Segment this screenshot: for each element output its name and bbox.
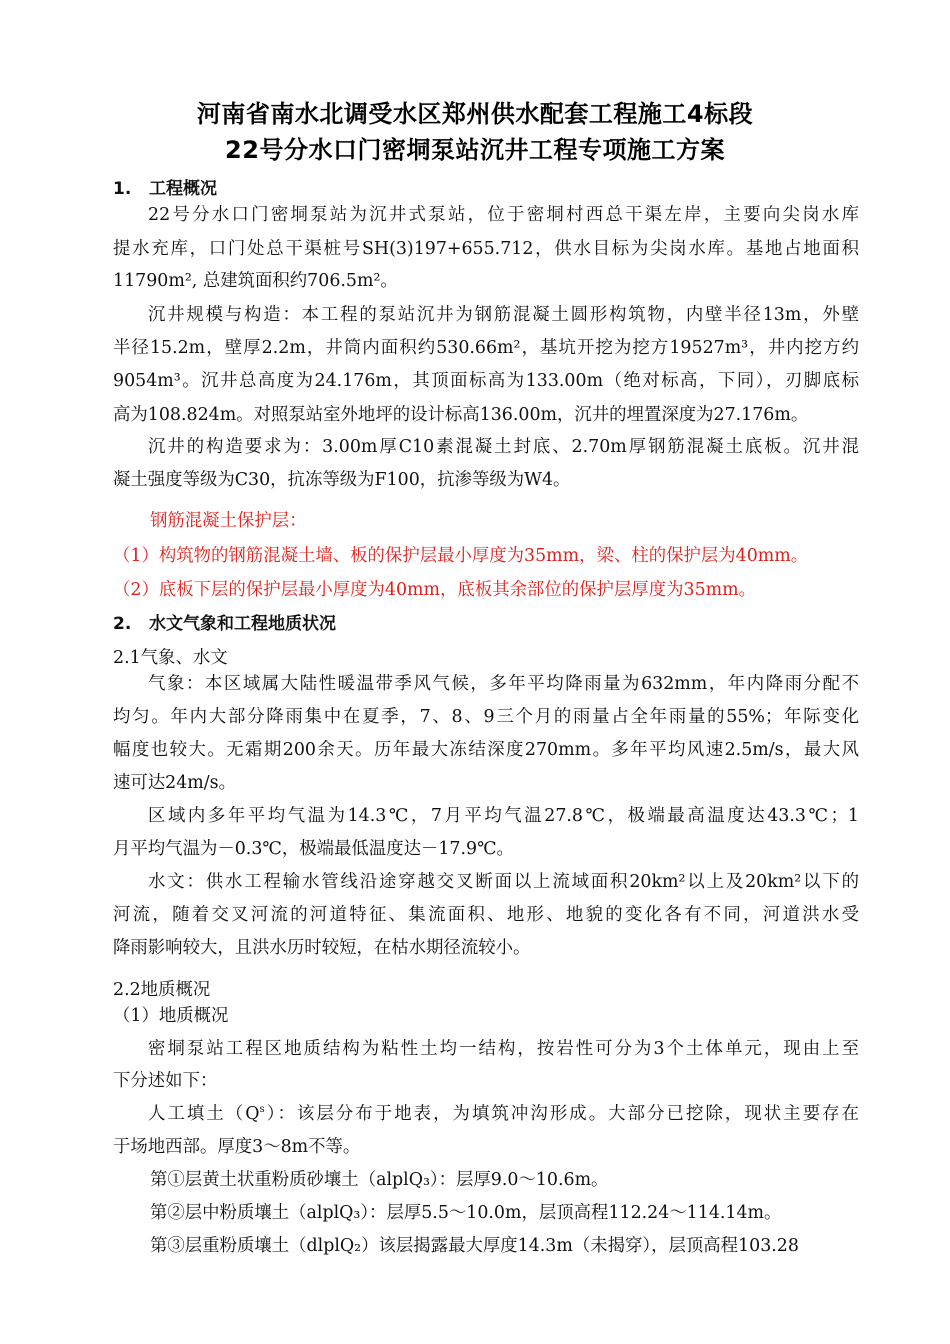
paragraph-line: 区域内多年平均气温为14.3℃，7月平均气温27.8℃，极端最高温度达43.3℃；1 xyxy=(148,806,859,826)
section-number: 2. xyxy=(113,614,132,634)
soil-layer-2: 第②层中粉质壤土（alplQ₃）：层厚5.5～10.0m，层顶高程112.24～114.14m。 xyxy=(150,1203,782,1223)
paragraph-line: 于场地西部。厚度3～8m不等。 xyxy=(113,1137,361,1157)
paragraph-line: 沉井规模与构造：本工程的泵站沉井为钢筋混凝土圆形构筑物，内壁半径13m，外壁 xyxy=(148,305,859,325)
section-2-heading xyxy=(113,609,336,634)
paragraph-line: 水文：供水工程输水管线沿途穿越交叉断面以上流域面积20km²以上及20km²以下的 xyxy=(148,872,859,892)
section-title: 水文气象和工程地质状况 xyxy=(149,614,336,634)
paragraph-line: 凝土强度等级为C30，抗冻等级为F100，抗渗等级为W4。 xyxy=(113,470,571,490)
soil-layer-3: 第③层重粉质壤土（dlplQ₂）该层揭露最大厚度14.3m（未揭穿），层顶高程103.28 xyxy=(150,1236,799,1256)
subsection-heading: 2.1气象、水文 xyxy=(113,648,228,668)
subsection-heading: 2.2地质概况 xyxy=(113,980,211,1000)
paragraph-line: 均匀。年内大部分降雨集中在夏季，7、8、9三个月的雨量占全年雨量的55%；年际变化 xyxy=(113,707,859,727)
section-title: 工程概况 xyxy=(149,179,217,199)
paragraph-line: 半径15.2m，壁厚2.2m，井筒内面积约530.66m²，基坑开挖为挖方19527m³，井内挖方约 xyxy=(113,338,859,358)
paragraph-line: 幅度也较大。无霜期200余天。历年最大冻结深度270mm。多年平均风速2.5m/s，最大风 xyxy=(113,740,859,760)
section-number: 1. xyxy=(113,179,132,199)
paragraph-line: 沉井的构造要求为：3.00m厚C10素混凝土封底、2.70m厚钢筋混凝土底板。沉井混 xyxy=(148,437,859,457)
doc-title-line-1: 河南省南水北调受水区郑州供水配套工程施工4标段 xyxy=(196,100,754,128)
paragraph-line: 下分述如下： xyxy=(113,1071,218,1091)
cover-item-1: （1）构筑物的钢筋混凝土墙、板的保护层最小厚度为35mm，梁、柱的保护层为40mm。 xyxy=(113,546,809,566)
paragraph-line: 降雨影响较大，且洪水历时较短，在枯水期径流较小。 xyxy=(113,938,531,958)
paragraph-line: 密垌泵站工程区地质结构为粘性土均一结构，按岩性可分为3个土体单元，现由上至 xyxy=(148,1039,859,1059)
cover-heading: 钢筋混凝土保护层： xyxy=(150,511,307,531)
paragraph-line: 11790m², 总建筑面积约706.5m²。 xyxy=(113,271,398,291)
paragraph-line: 气象：本区域属大陆性暖温带季风气候，多年平均降雨量为632mm，年内降雨分配不 xyxy=(148,674,859,694)
paragraph-line: 月平均气温为－0.3℃，极端最低温度达－17.9℃。 xyxy=(113,839,514,859)
paragraph-line: 人工填土$(Q^s)$：该层分布于地表，为填筑冲沟形成。大部分已挖除，现状主要存在 xyxy=(148,1104,859,1124)
paragraph-line: 9054m³。沉井总高度为24.176m，其顶面标高为133.00m（绝对标高，下同），刃脚底标 xyxy=(113,371,859,391)
soil-layer-1: 第①层黄土状重粉质砂壤土（alplQ₃）：层厚9.0～10.6m。 xyxy=(150,1170,609,1190)
paragraph-line: 高为108.824m。对照泵站室外地坪的设计标高136.00m，沉井的埋置深度为27.176m。 xyxy=(113,405,809,425)
subsection-subheading: （1）地质概况 xyxy=(113,1006,229,1026)
paragraph-line: 提水充库，口门处总干渠桩号SH(3)197+655.712，供水目标为尖岗水库。基地占地面积 xyxy=(113,239,859,259)
doc-title-line-2: 22号分水口门密垌泵站沉井工程专项施工方案 xyxy=(225,136,725,164)
paragraph-line: 22号分水口门密垌泵站为沉井式泵站，位于密垌村西总干渠左岸，主要向尖岗水库 xyxy=(148,205,859,225)
cover-item-2: （2）底板下层的保护层最小厚度为40mm，底板其余部位的保护层厚度为35mm。 xyxy=(113,580,757,600)
paragraph-line: 河流，随着交叉河流的河道特征、集流面积、地形、地貌的变化各有不同，河道洪水受 xyxy=(113,905,859,925)
paragraph-line: 速可达24m/s。 xyxy=(113,773,236,793)
section-1-heading xyxy=(113,174,217,199)
